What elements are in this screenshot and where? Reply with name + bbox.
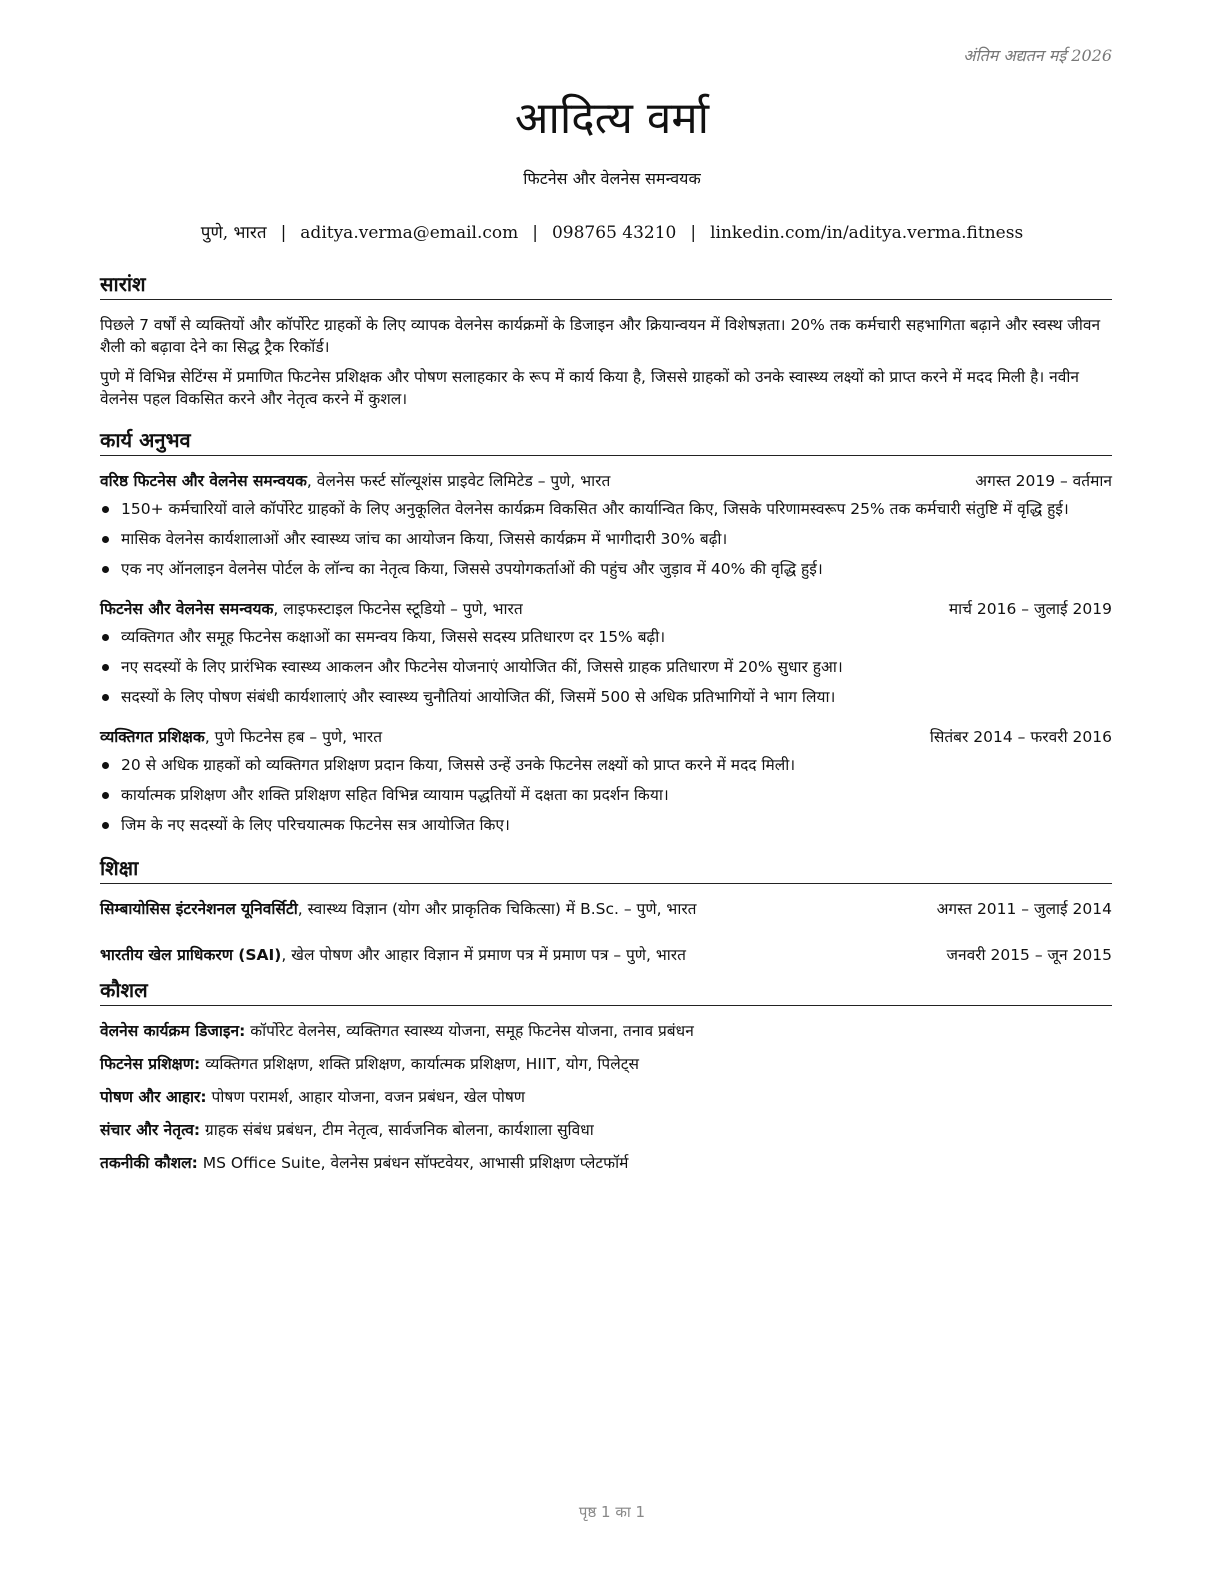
bullet-item: नए सदस्यों के लिए प्रारंभिक स्वास्थ्य आकलन और फिटनेस योजनाएं आयोजित कीं, जिससे ग्राहक प्रतिधारण में 20% सुधार हुआ। <box>100 656 1112 678</box>
education-detail: , स्वास्थ्य विज्ञान (योग और प्राकृतिक चिकित्सा) में B.Sc. – पुणे, भारत <box>297 900 697 918</box>
contact-location: पुणे, भारत <box>200 223 267 243</box>
skill-category: फिटनेस प्रशिक्षण: <box>100 1055 201 1073</box>
job-role: फिटनेस और वेलनेस समन्वयक <box>100 600 274 618</box>
contact-email[interactable]: aditya.verma@email.com <box>300 223 519 243</box>
job-dates: सितंबर 2014 – फरवरी 2016 <box>929 728 1112 746</box>
skill-category: वेलनेस कार्यक्रम डिजाइन: <box>100 1022 246 1040</box>
bullet-dot-icon <box>102 762 109 769</box>
job-org: , पुणे फिटनेस हब – पुणे, भारत <box>204 728 383 746</box>
contact-line <box>0 220 1224 243</box>
job-org: , लाइफस्टाइल फिटनेस स्टूडियो – पुणे, भारत <box>273 600 523 618</box>
skill-items: MS Office Suite, वेलनेस प्रबंधन सॉफ्टवेयर, आभासी प्रशिक्षण प्लेटफॉर्म <box>197 1154 629 1172</box>
job-bullets <box>100 754 1112 836</box>
skill-category: संचार और नेतृत्व: <box>100 1121 201 1139</box>
job-role: व्यक्तिगत प्रशिक्षक <box>100 728 205 746</box>
contact-linkedin[interactable]: linkedin.com/in/aditya.verma.fitness <box>710 223 1024 243</box>
contact-separator: | <box>690 223 697 243</box>
resume-content <box>100 270 1112 1185</box>
section-heading-education: शिक्षा <box>100 854 1112 884</box>
job-bullets <box>100 626 1112 708</box>
bullet-item: जिम के नए सदस्यों के लिए परिचयात्मक फिटनेस सत्र आयोजित किए। <box>100 814 1112 836</box>
candidate-title: फिटनेस और वेलनेस समन्वयक <box>523 169 701 188</box>
summary-paragraph: पुणे में विभिन्न सेटिंग्स में प्रमाणित फिटनेस प्रशिक्षक और पोषण सलाहकार के रूप में कार्य किया है, जिससे ग्राहकों को उनके स्वास्थ्य लक्ष्यों को प्राप्त करने में मदद मिली है। नवीन वेलनेस पहल विकसित करने और नेतृत्व करने में कुशल। <box>100 368 1079 408</box>
job-entry <box>100 598 1112 708</box>
skill-items: पोषण परामर्श, आहार योजना, वजन प्रबंधन, खेल पोषण <box>206 1088 526 1106</box>
skill-row <box>100 1020 1112 1042</box>
last-updated-note: अंतिम अद्यतन मई 2026 <box>963 46 1112 65</box>
skill-category: तकनीकी कौशल: <box>100 1154 198 1172</box>
job-role: वरिष्ठ फिटनेस और वेलनेस समन्वयक <box>100 472 307 490</box>
skills-section <box>100 976 1112 1174</box>
education-institution: भारतीय खेल प्राधिकरण (SAI) <box>100 946 282 964</box>
bullet-item: 20 से अधिक ग्राहकों को व्यक्तिगत प्रशिक्षण प्रदान किया, जिससे उन्हें उनके फिटनेस लक्ष्यों को प्राप्त करने में मदद मिली। <box>100 754 1112 776</box>
bullet-dot-icon <box>102 634 109 641</box>
skill-items: ग्राहक संबंध प्रबंधन, टीम नेतृत्व, सार्वजनिक बोलना, कार्यशाला सुविधा <box>200 1121 594 1139</box>
bullet-dot-icon <box>102 694 109 701</box>
section-heading-summary: सारांश <box>100 270 1112 300</box>
contact-phone: 098765 43210 <box>551 223 677 243</box>
education-dates: जनवरी 2015 – जून 2015 <box>946 946 1112 964</box>
education-section <box>100 854 1112 966</box>
education-detail: , खेल पोषण और आहार विज्ञान में प्रमाण पत्र में प्रमाण पत्र – पुणे, भारत <box>281 946 686 964</box>
contact-separator: | <box>280 223 287 243</box>
bullet-item: व्यक्तिगत और समूह फिटनेस कक्षाओं का समन्वय किया, जिससे सदस्य प्रतिधारण दर 15% बढ़ी। <box>100 626 1112 648</box>
skill-row <box>100 1053 1112 1075</box>
job-header <box>100 470 1112 492</box>
job-dates: अगस्त 2019 – वर्तमान <box>975 472 1112 490</box>
education-dates: अगस्त 2011 – जुलाई 2014 <box>936 900 1112 918</box>
job-entry <box>100 470 1112 580</box>
skill-row <box>100 1152 1112 1174</box>
bullet-item: सदस्यों के लिए पोषण संबंधी कार्यशालाएं और स्वास्थ्य चुनौतियां आयोजित कीं, जिसमें 500 से अधिक प्रतिभागियों ने भाग लिया। <box>100 686 1112 708</box>
contact-separator: | <box>532 223 538 243</box>
education-entry <box>100 944 1112 966</box>
bullet-dot-icon <box>102 822 109 829</box>
bullet-dot-icon <box>102 566 109 573</box>
job-header <box>100 598 1112 620</box>
job-org: , वेलनेस फर्स्ट सॉल्यूशंस प्राइवेट लिमिटेड – पुणे, भारत <box>306 472 611 490</box>
job-entry <box>100 726 1112 836</box>
job-bullets <box>100 498 1112 580</box>
skill-items: कॉर्पोरेट वेलनेस, व्यक्तिगत स्वास्थ्य योजना, समूह फिटनेस योजना, तनाव प्रबंधन <box>245 1022 694 1040</box>
candidate-name: आदित्य वर्मा <box>514 93 710 144</box>
bullet-item: एक नए ऑनलाइन वेलनेस पोर्टल के लॉन्च का नेतृत्व किया, जिससे उपयोगकर्ताओं की पहुंच और जुड़ाव में 40% की वृद्धि हुई। <box>100 558 1112 580</box>
page-number-footer: पृष्ठ 1 का 1 <box>578 1503 646 1521</box>
education-entry <box>100 898 1112 920</box>
bullet-dot-icon <box>102 664 109 671</box>
summary-paragraph: पिछले 7 वर्षों से व्यक्तियों और कॉर्पोरेट ग्राहकों के लिए व्यापक वेलनेस कार्यक्रमों के डिजाइन और क्रियान्वयन में विशेषज्ञता। 20% तक कर्मचारी सहभागिता बढ़ाने और स्वस्थ जीवन शैली को बढ़ावा देने का सिद्ध ट्रैक रिकॉर्ड। <box>100 316 1101 356</box>
job-dates: मार्च 2016 – जुलाई 2019 <box>948 600 1112 618</box>
bullet-dot-icon <box>102 536 109 543</box>
skill-row <box>100 1119 1112 1141</box>
job-header <box>100 726 1112 748</box>
skill-category: पोषण और आहार: <box>100 1088 207 1106</box>
skill-row <box>100 1086 1112 1108</box>
bullet-item: कार्यात्मक प्रशिक्षण और शक्ति प्रशिक्षण सहित विभिन्न व्यायाम पद्धतियों में दक्षता का प्रदर्शन किया। <box>100 784 1112 806</box>
section-heading-skills: कौशल <box>100 976 1112 1006</box>
bullet-item: मासिक वेलनेस कार्यशालाओं और स्वास्थ्य जांच का आयोजन किया, जिससे कार्यक्रम में भागीदारी 30% बढ़ी। <box>100 528 1112 550</box>
education-institution: सिम्बायोसिस इंटरनेशनल यूनिवर्सिटी <box>100 900 298 918</box>
experience-section <box>100 426 1112 836</box>
bullet-item: 150+ कर्मचारियों वाले कॉर्पोरेट ग्राहकों के लिए अनुकूलित वेलनेस कार्यक्रम विकसित और कार्यान्वित किए, जिसके परिणामस्वरूप 25% तक कर्मचारी संतुष्टि में वृद्धि हुई। <box>100 498 1112 520</box>
bullet-dot-icon <box>102 792 109 799</box>
skill-items: व्यक्तिगत प्रशिक्षण, शक्ति प्रशिक्षण, कार्यात्मक प्रशिक्षण, HIIT, योग, पिलेट्स <box>200 1055 639 1073</box>
summary-section <box>100 270 1112 410</box>
section-heading-experience: कार्य अनुभव <box>100 426 1112 456</box>
bullet-dot-icon <box>102 506 109 513</box>
